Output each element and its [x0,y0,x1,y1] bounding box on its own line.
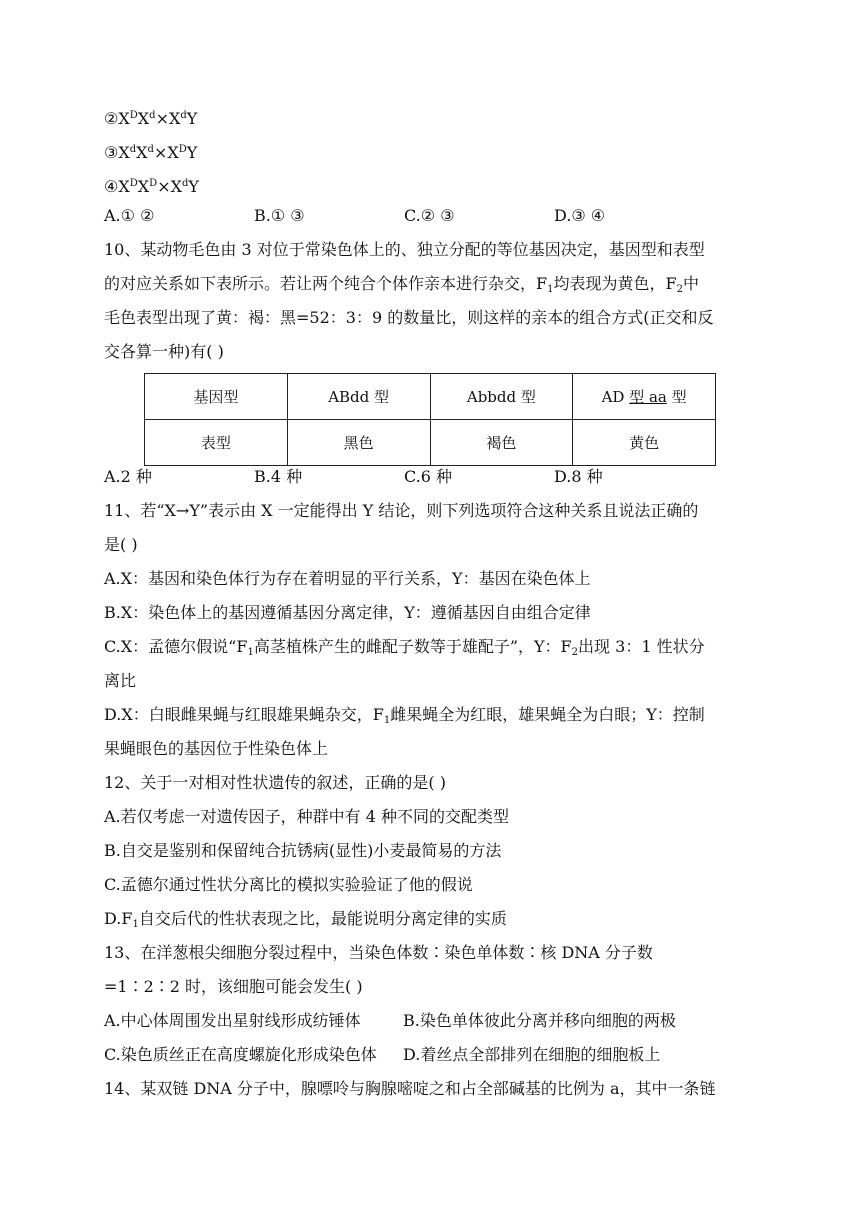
q13-stem-line1: 13、在洋葱根尖细胞分裂过程中，当染色体数∶染色单体数∶核 DNA 分子数 [104,943,653,962]
table-row [145,420,716,466]
q10-stem-line1: 10、某动物毛色由 3 对位于常染色体上的、独立分配的等位基因决定，基因型和表型 [104,240,705,259]
table-cell: Abbdd 型 [430,374,573,420]
q13-option-c: C.染色质丝正在高度螺旋化形成染色体 [104,1045,377,1064]
q10-option-b: B.4 种 [254,467,303,486]
q13-option-b: B.染色单体彼此分离并移向细胞的两极 [403,1011,676,1030]
q13-option-a: A.中心体周围发出星射线形成纺锤体 [104,1011,361,1030]
q10-option-c: C.6 种 [404,467,453,486]
q14-stem-line1: 14、某双链 DNA 分子中，腺嘌呤与胸腺嘧啶之和占全部碱基的比例为 a，其中一条链 [104,1079,716,1098]
q11-stem-line1: 11、若“X→Y”表示由 X 一定能得出 Y 结论，则下列选项符合这种关系且说法正确的 [104,501,699,520]
q9-option-c: C.② ③ [404,206,455,225]
table-cell: 黑色 [287,420,430,466]
q12-option-c: C.孟德尔通过性状分离比的模拟实验验证了他的假说 [104,875,473,894]
table-cell: 褐色 [430,420,573,466]
q10-stem-line3: 毛色表型出现了黄：褐：黑=52：3：9 的数量比，则这样的亲本的组合方式(正交和反 [104,308,714,327]
table-cell: ABdd 型 [287,374,430,420]
q13-option-d: D.着丝点全部排列在细胞的细胞板上 [403,1045,661,1064]
q11-option-c-line1: C.X：孟德尔假说“$F_1$高茎植株产生的雌配子数等于雄配子”，Y：$F_2$出现 3：1 性状分 [104,637,705,658]
q12-stem: 12、关于一对相对性状遗传的叙述，正确的是( ) [104,773,446,792]
table-cell: 基因型 [145,374,288,420]
q10-stem-line4: 交各算一种)有( ) [104,342,224,361]
q11-option-a: A.X：基因和染色体行为存在着明显的平行关系，Y：基因在染色体上 [104,569,591,588]
table-row [145,374,716,420]
q10-stem-line2: 的对应关系如下表所示。若让两个纯合个体作亲本进行杂交，$F_1$均表现为黄色，$F_2$中 [104,274,699,295]
q12-option-d: $D.F_1$自交后代的性状表现之比，最能说明分离定律的实质 [104,909,507,930]
q9-option-a: A.① ② [104,206,155,225]
genotype-table [144,373,716,466]
q10-option-d: D.8 种 [554,467,603,486]
table-cell: AD 型 aa 型 [573,374,716,420]
q9-option-b: B.① ③ [254,206,305,225]
cross-3: $③X^dX^d\times X^DY$ [104,143,198,162]
q11-option-d-line1: D.X：白眼雌果蝇与红眼雄果蝇杂交，$F_1$雌果蝇全为红眼，雄果蝇全为白眼；Y：控制 [104,705,705,726]
q11-option-d-line2: 果蝇眼色的基因位于性染色体上 [104,739,329,758]
cross-4: $④X^DX^D\times X^dY$ [104,177,199,196]
q13-stem-line2: =1∶2∶2 时，该细胞可能会发生( ) [104,977,363,996]
q11-stem-line2: 是( ) [104,535,138,554]
q12-option-b: B.自交是鉴别和保留纯合抗锈病(显性)小麦最简易的方法 [104,841,502,860]
q12-option-a: A.若仅考虑一对遗传因子，种群中有 4 种不同的交配类型 [104,807,509,826]
table-cell: 黄色 [573,420,716,466]
cross-2: $②X^DX^d\times X^dY$ [104,109,198,128]
q11-option-b: B.X：染色体上的基因遵循基因分离定律，Y：遵循基因自由组合定律 [104,603,591,622]
q9-option-d: D.③ ④ [554,206,606,225]
q10-option-a: A.2 种 [104,467,152,486]
q11-option-c-line2: 离比 [104,671,137,690]
table-cell: 表型 [145,420,288,466]
